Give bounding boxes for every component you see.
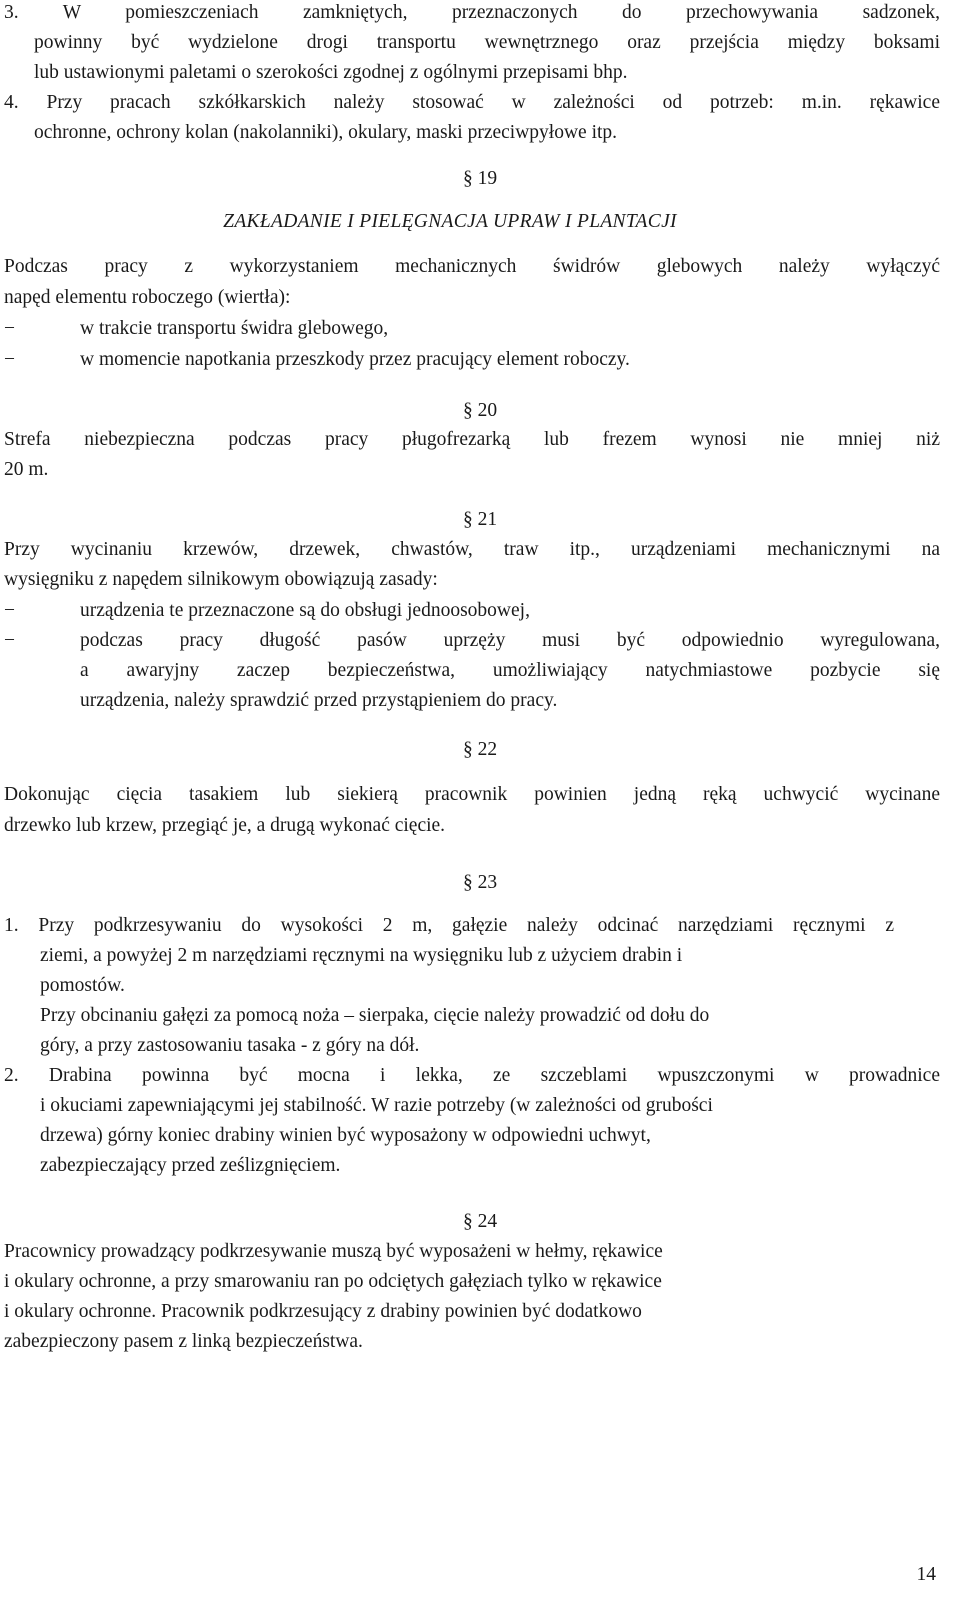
section-23-item-1-line-2: ziemi, a powyżej 2 m narzędziami ręcznymi na wysięgniku lub z użyciem drabin i xyxy=(40,945,683,966)
section-23-item-2-line-1: 2. Drabina powinna być mocna i lekka, ze szczeblami wpuszczonymi w prowadnice xyxy=(4,1065,940,1086)
section-23-item-2-line-4: zabezpieczający przed ześlizgnięciem. xyxy=(40,1155,341,1176)
section-23-item-1-line-5: góry, a przy zastosowaniu tasaka - z góry na dół. xyxy=(40,1035,420,1056)
section-20-heading: § 20 xyxy=(462,400,498,421)
item-3-line-2: powinny być wydzielone drogi transportu wewnętrznego oraz przejścia między boksami xyxy=(34,32,940,53)
item-3-line-1: 3. W pomieszczeniach zamkniętych, przeznaczonych do przechowywania sadzonek, xyxy=(4,2,940,23)
section-23-item-2-line-2: i okuciami zapewniającymi jej stabilność. W razie potrzeby (w zależności od grubości xyxy=(40,1095,713,1116)
section-19-paragraph-line-2: napęd elementu roboczego (wiertła): xyxy=(4,287,291,308)
section-21-list-item-1: urządzenia te przeznaczone są do obsługi jednoosobowej, xyxy=(80,600,530,621)
section-23-item-2-line-3: drzewa) górny koniec drabiny winien być wyposażony w odpowiedni uchwyt, xyxy=(40,1125,651,1146)
section-24-line-2: i okulary ochronne, a przy smarowaniu ran po odciętych gałęziach tylko w rękawice xyxy=(4,1271,662,1292)
list-dash: − xyxy=(4,349,15,370)
section-24-heading: § 24 xyxy=(462,1211,498,1232)
section-23-item-1-line-1: 1. Przy podkrzesywaniu do wysokości 2 m, gałęzie należy odcinać narzędziami ręcznymi z xyxy=(4,915,894,936)
section-23-item-1-line-3: pomostów. xyxy=(40,975,125,996)
section-19-list-item-1: w trakcie transportu świdra glebowego, xyxy=(80,318,389,339)
item-3-line-3: lub ustawionymi paletami o szerokości zgodnej z ogólnymi przepisami bhp. xyxy=(34,62,628,83)
section-21-paragraph-line-2: wysięgniku z napędem silnikowym obowiązują zasady: xyxy=(4,569,438,590)
section-22-paragraph-line-1: Dokonując cięcia tasakiem lub siekierą pracownik powinien jedną ręką uchwycić wycinane xyxy=(4,784,940,805)
section-23-item-1-line-4: Przy obcinaniu gałęzi za pomocą noża – sierpaka, cięcie należy prowadzić od dołu do xyxy=(40,1005,710,1026)
section-24-line-4: zabezpieczony pasem z linką bezpieczeństwa. xyxy=(4,1331,363,1352)
section-20-paragraph-line-1: Strefa niebezpieczna podczas pracy pługofrezarką lub frezem wynosi nie mniej niż xyxy=(4,429,940,450)
section-21-paragraph-line-1: Przy wycinaniu krzewów, drzewek, chwastów, traw itp., urządzeniami mechanicznymi na xyxy=(4,539,940,560)
page-number: 14 xyxy=(916,1564,936,1585)
section-21-heading: § 21 xyxy=(462,509,498,530)
section-19-paragraph-line-1: Podczas pracy z wykorzystaniem mechanicznych świdrów glebowych należy wyłączyć xyxy=(4,256,940,277)
section-21-list-item-2-line-1: podczas pracy długość pasów uprzęży musi być odpowiednio wyregulowana, xyxy=(80,630,940,651)
item-4-line-1: 4. Przy pracach szkółkarskich należy stosować w zależności od potrzeb: m.in. rękawice xyxy=(4,92,940,113)
list-dash: − xyxy=(4,600,15,621)
item-4-line-2: ochronne, ochrony kolan (nakolanniki), okulary, maski przeciwpyłowe itp. xyxy=(34,122,618,143)
section-19-title: ZAKŁADANIE I PIELĘGNACJA UPRAW I PLANTACJI xyxy=(223,211,677,232)
section-24-line-1: Pracownicy prowadzący podkrzesywanie muszą być wyposażeni w hełmy, rękawice xyxy=(4,1241,663,1262)
section-21-list-item-2-line-3: urządzenia, należy sprawdzić przed przystąpieniem do pracy. xyxy=(80,690,558,711)
section-24-line-3: i okulary ochronne. Pracownik podkrzesujący z drabiny powinien być dodatkowo xyxy=(4,1301,642,1322)
section-21-list-item-2-line-2: a awaryjny zaczep bezpieczeństwa, umożliwiający natychmiastowe pozbycie się xyxy=(80,660,940,681)
section-20-paragraph-line-2: 20 m. xyxy=(4,459,49,480)
section-22-heading: § 22 xyxy=(462,739,498,760)
section-19-list-item-2: w momencie napotkania przeszkody przez pracujący element roboczy. xyxy=(80,349,630,370)
list-dash: − xyxy=(4,630,15,651)
section-19-heading: § 19 xyxy=(462,168,498,189)
section-22-paragraph-line-2: drzewko lub krzew, przegiąć je, a drugą wykonać cięcie. xyxy=(4,815,446,836)
section-23-heading: § 23 xyxy=(462,872,498,893)
list-dash: − xyxy=(4,318,15,339)
